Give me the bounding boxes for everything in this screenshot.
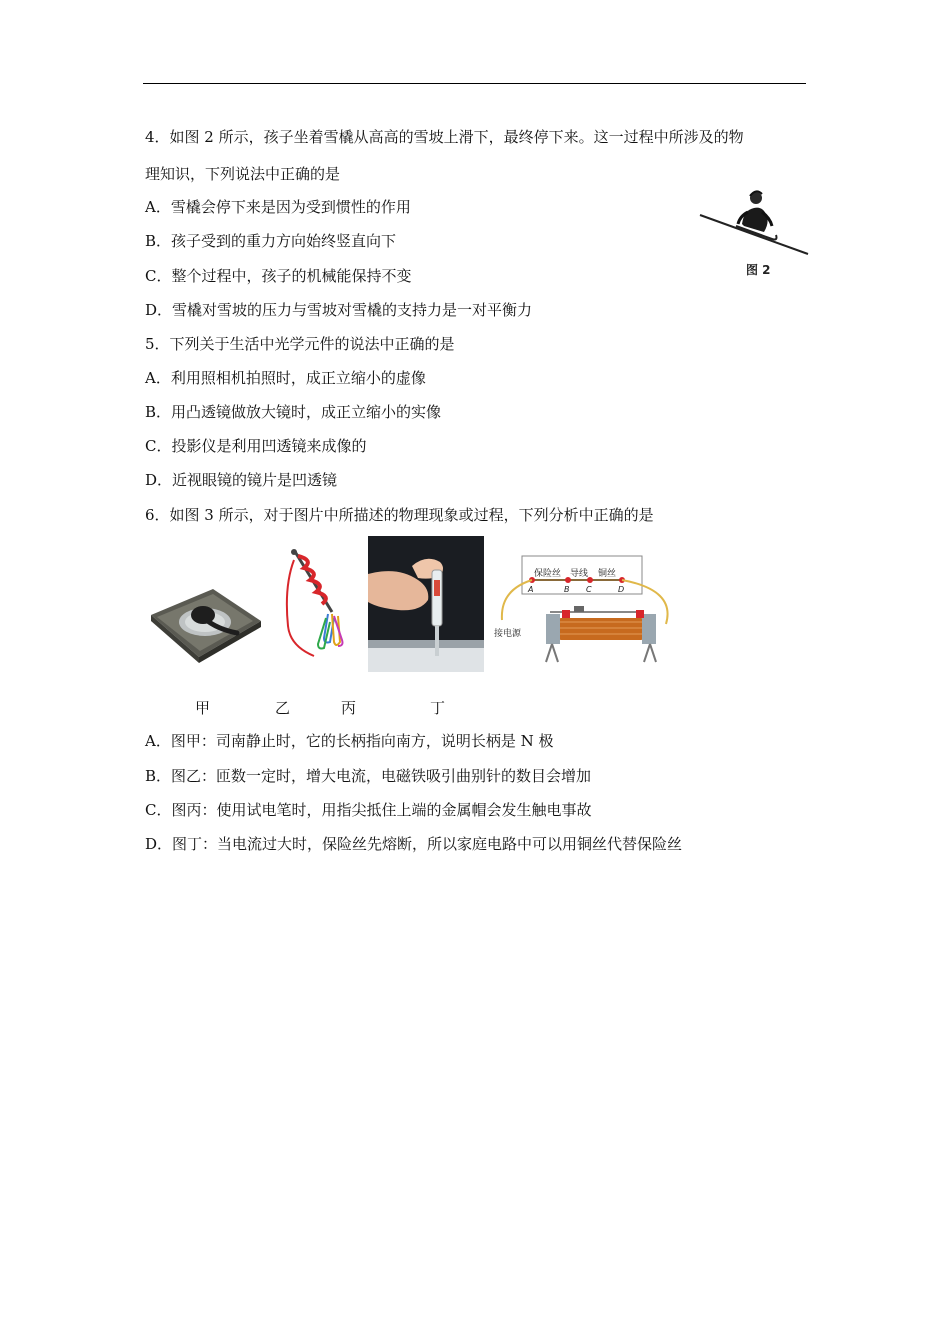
q5-option-c: C．投影仪是利用凹透镜来成像的 bbox=[145, 437, 367, 455]
figure-3-jia-compass bbox=[143, 575, 263, 665]
q5-option-b: B．用凸透镜做放大镜时，成正立缩小的实像 bbox=[145, 403, 442, 421]
figure-3-bing-test-pen bbox=[368, 536, 484, 672]
circuit-point-d: D bbox=[618, 585, 625, 594]
q6-option-a: A．图甲：司南静止时，它的长柄指向南方，说明长柄是 N 极 bbox=[145, 732, 554, 750]
q4-stem-line2: 理知识，下列说法中正确的是 bbox=[145, 165, 341, 183]
figure-3-caption-ding: 丁 bbox=[430, 699, 446, 717]
q6-stem: 6．如图 3 所示，对于图片中所描述的物理现象或过程，下列分析中正确的是 bbox=[145, 506, 654, 524]
figure-3-yi-electromagnet bbox=[274, 546, 346, 672]
figure-2-label: 图 2 bbox=[746, 263, 771, 277]
q5-option-a: A．利用照相机拍照时，成正立缩小的虚像 bbox=[145, 369, 426, 387]
figure-3-caption-bing: 丙 bbox=[341, 699, 357, 717]
q4-option-b: B．孩子受到的重力方向始终竖直向下 bbox=[145, 232, 397, 250]
circuit-label-wire: 导线 bbox=[570, 569, 589, 579]
circuit-label-fuse: 保险丝 bbox=[534, 569, 562, 579]
q5-option-d: D．近视眼镜的镜片是凹透镜 bbox=[145, 471, 338, 489]
q6-option-c: C．图丙：使用试电笔时，用指尖抵住上端的金属帽会发生触电事故 bbox=[145, 801, 592, 819]
circuit-label-power: 接电源 bbox=[494, 629, 522, 639]
figure-2-sled-illustration bbox=[698, 180, 810, 284]
figure-3-ding-fuse-circuit bbox=[490, 550, 680, 672]
figure-3-caption-yi: 乙 bbox=[275, 699, 291, 717]
q6-option-d: D．图丁：当电流过大时，保险丝先熔断，所以家庭电路中可以用铜丝代替保险丝 bbox=[145, 835, 683, 853]
header-rule bbox=[143, 83, 806, 84]
q5-stem: 5．下列关于生活中光学元件的说法中正确的是 bbox=[145, 335, 455, 353]
q4-option-c: C．整个过程中，孩子的机械能保持不变 bbox=[145, 267, 412, 285]
q6-option-b: B．图乙：匝数一定时，增大电流，电磁铁吸引曲别针的数目会增加 bbox=[145, 767, 592, 785]
q4-option-a: A．雪橇会停下来是因为受到惯性的作用 bbox=[145, 198, 411, 216]
circuit-point-c: C bbox=[586, 585, 592, 594]
circuit-label-copper: 铜丝 bbox=[598, 569, 617, 579]
q4-stem-line1: 4．如图 2 所示，孩子坐着雪橇从高高的雪坡上滑下，最终停下来。这一过程中所涉及的物 bbox=[145, 128, 744, 146]
circuit-point-a: A bbox=[528, 585, 534, 594]
circuit-point-b: B bbox=[564, 585, 570, 594]
figure-3-caption-jia: 甲 bbox=[195, 699, 211, 717]
q4-option-d: D．雪橇对雪坡的压力与雪坡对雪橇的支持力是一对平衡力 bbox=[145, 301, 533, 319]
